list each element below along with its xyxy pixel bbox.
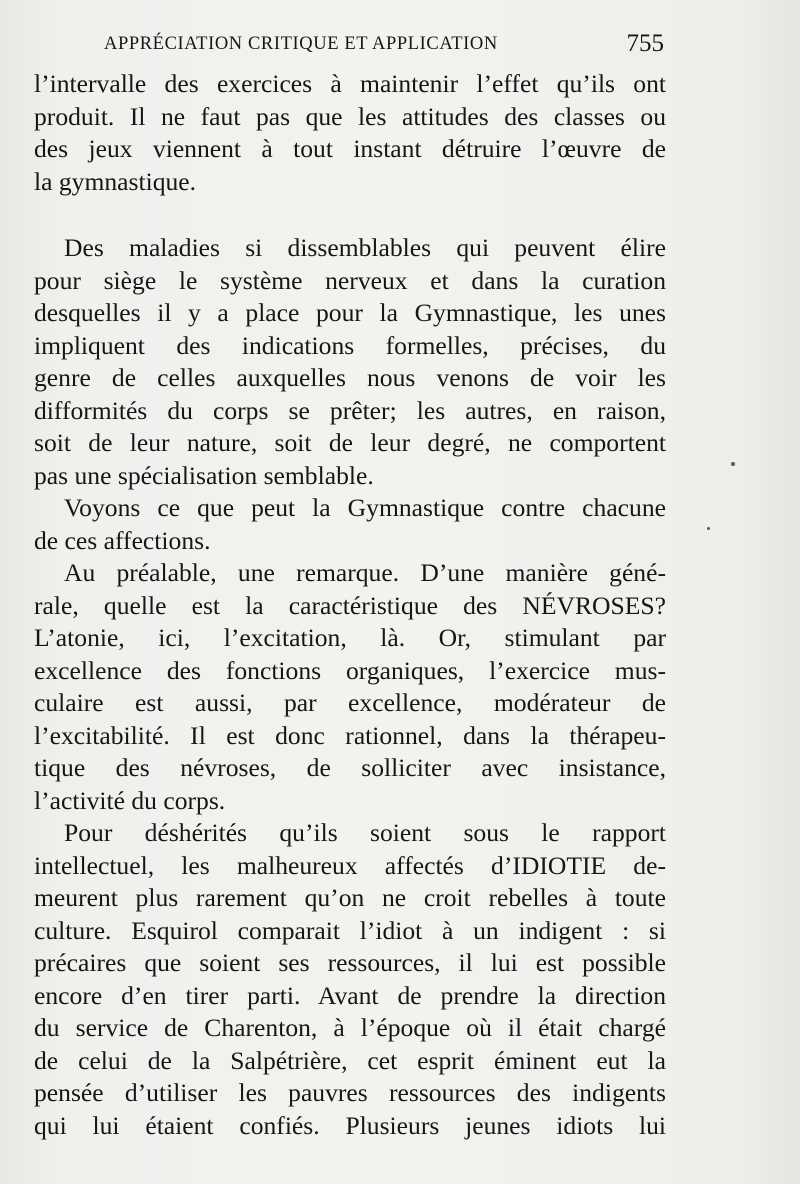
page-number: 755 bbox=[626, 30, 664, 57]
paragraph-gap bbox=[34, 198, 666, 232]
text-line: genre de celles auxquelles nous venons de voir les bbox=[34, 363, 666, 392]
text-line: l’activité du corps. bbox=[34, 785, 226, 815]
text-line: intellectuel, les malheureux affectés d’IDIOTIE de- bbox=[34, 850, 666, 880]
text-line: culaire est aussi, par excellence, modérateur de bbox=[34, 688, 666, 717]
body-text bbox=[34, 68, 666, 1142]
text-line: L’atonie, ici, l’excitation, là. Or, stimulant par bbox=[34, 623, 666, 652]
text-line: de ces affections. bbox=[34, 525, 211, 555]
text-line: produit. Il ne faut pas que les attitudes des classes ou bbox=[34, 101, 666, 131]
paragraph-maladies bbox=[34, 232, 666, 492]
text-line: excellence des fonctions organiques, l’exercice mus- bbox=[34, 655, 666, 685]
text-line: la gymnastique. bbox=[34, 166, 197, 196]
text-line: pour siège le système nerveux et dans la curation bbox=[34, 265, 666, 295]
text-line: difformités du corps se prêter; les autres, en raison, bbox=[34, 395, 666, 425]
paragraph-nevroses bbox=[34, 557, 666, 817]
paragraph-idiotie bbox=[34, 817, 666, 1142]
text-line: impliquent des indications formelles, précises, du bbox=[34, 330, 666, 360]
text-line: Au préalable, une remarque. D’une manière géné- bbox=[64, 558, 666, 587]
text-line: pensée d’utiliser les pauvres ressources des indigents bbox=[34, 1078, 666, 1107]
text-line: Des maladies si dissemblables qui peuvent élire bbox=[64, 233, 666, 262]
paragraph-voyons bbox=[34, 492, 666, 557]
text-line: l’intervalle des exercices à maintenir l’effet qu’ils ont bbox=[34, 69, 666, 98]
text-line: Voyons ce que peut la Gymnastique contre chacune bbox=[64, 493, 666, 522]
running-head bbox=[104, 30, 664, 60]
text-line: l’excitabilité. Il est donc rationnel, dans la thérapeu- bbox=[34, 720, 666, 750]
print-speck bbox=[707, 527, 710, 530]
text-line: qui lui étaient confiés. Plusieurs jeunes idiots lui bbox=[34, 1110, 666, 1140]
text-line: du service de Charenton, à l’époque où il était chargé bbox=[34, 1013, 666, 1042]
text-line: meurent plus rarement qu’on ne croit rebelles à toute bbox=[34, 883, 666, 912]
text-line: culture. Esquirol comparait l’idiot à un indigent : si bbox=[34, 915, 666, 945]
text-line: de celui de la Salpétrière, cet esprit éminent eut la bbox=[34, 1045, 666, 1075]
text-line: pas une spécialisation semblable. bbox=[34, 460, 374, 490]
text-line: des jeux viennent à tout instant détruire l’œuvre de bbox=[34, 134, 666, 163]
text-line: tique des névroses, de solliciter avec insistance, bbox=[34, 753, 666, 782]
text-line: rale, quelle est la caractéristique des NÉVROSES? bbox=[34, 590, 666, 620]
paragraph-continuation bbox=[34, 68, 666, 198]
text-line: Pour déshérités qu’ils soient sous le rapport bbox=[64, 818, 666, 847]
text-line: précaires que soient ses ressources, il lui est possible bbox=[34, 948, 666, 977]
text-line: desquelles il y a place pour la Gymnastique, les unes bbox=[34, 298, 666, 327]
print-speck bbox=[731, 462, 735, 466]
text-line: soit de leur nature, soit de leur degré, ne comportent bbox=[34, 428, 666, 457]
text-line: encore d’en tirer parti. Avant de prendre la direction bbox=[34, 980, 666, 1010]
running-title: APPRÉCIATION CRITIQUE ET APPLICATION bbox=[104, 34, 498, 54]
